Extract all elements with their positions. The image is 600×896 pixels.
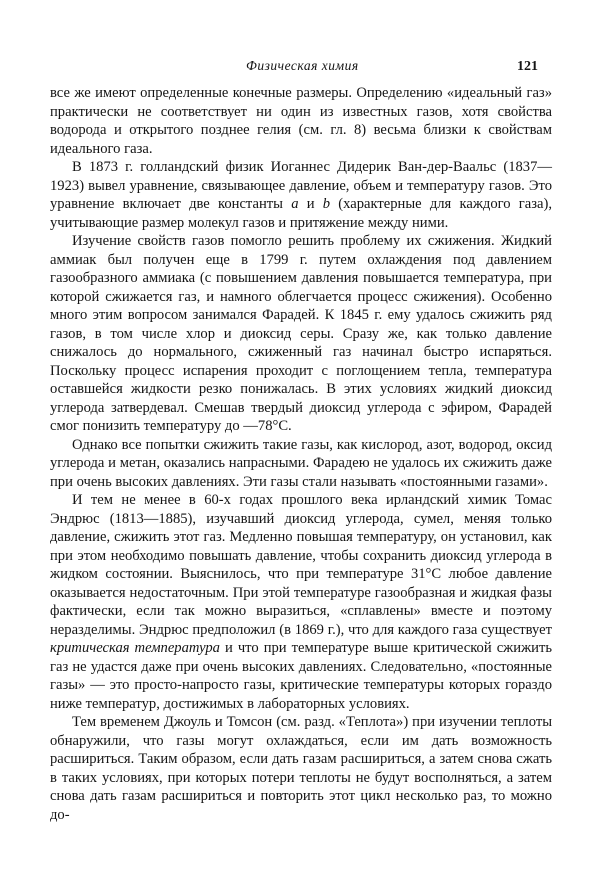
- constant-a: a: [291, 196, 299, 212]
- book-page: [50, 58, 552, 824]
- paragraph-1: все же имеют определенные конечные размеры. Определению «идеальный газ» практически не соответствует ни один из известных газов, хотя свойства водорода и открытого позднее гелия (см. гл. 8) весьма близки к свойствам идеального газа.: [50, 85, 552, 157]
- running-title: Физическая химия: [246, 58, 359, 73]
- paragraph-6: Тем временем Джоуль и Томсон (см. разд. «Теплота») при изучении теплоты обнаружили, что газы могут охлаждаться, если им дать возможность расшириться. Таким образом, если дать газам расшириться, а затем снова сжать в таких условиях, при которых потери теплоты не будут восполняться, а затем снова дать газам расшириться и повторить этот цикл несколько раз, то можно до-: [50, 714, 552, 823]
- paragraph-5: [50, 491, 552, 713]
- constant-b: b: [322, 196, 331, 212]
- page-number: 121: [517, 59, 538, 74]
- page-header: [50, 58, 552, 84]
- paragraph-5-text-before: И тем не менее в 60-х годах прошлого века ирландский химик Томас Эндрюс (1813—1885), изучавший диоксид углерода, сумел, меняя только давление, сжижить этот газ. Медленно повышая температуру, он установил, как при этом необходимо повышать давление, чтобы сохранить диоксид углерода в жидком состоянии. Выяснилось, что при температуре 31°С любое давление оказывается недостаточным. При этой температуре газообразная и жидкая фазы фактически, если так можно выразиться, «сплавлены» вместе и поэтому неразделимы. Эндрюс предположил (в 1869 г.), что для каждого газа существует: [50, 492, 552, 638]
- paragraph-5-text-after: и что при температуре выше критической сжижить газ не удастся даже при очень высоких давлениях. Следовательно, «постоянные газы» — это просто-напросто газы, критические температуры которых гораздо ниже температур, достижимых в лабораторных условиях.: [50, 640, 552, 712]
- body-text: [50, 84, 552, 824]
- paragraph-5-emphasis: критическая температура: [50, 640, 220, 656]
- paragraph-3: Изучение свойств газов помогло решить проблему их сжижения. Жидкий аммиак был получен еще в 1799 г. путем охлаждения под давлением газообразного аммиака (с повышением давления повышается температура, при которой сжижается газ, и намного облегчается процесс сжижения). Особенно много этим вопросом занимался Фарадей. К 1845 г. ему удалось сжижить ряд газов, в том числе хлор и диоксид серы. Сразу же, как только давление снижалось до нормального, сжиженный газ начинал быстро испаряться. Поскольку процесс испарения проходит с поглощением тепла, температура оставшейся жидкости резко понижалась. В этих условиях жидкий диоксид углерода затвердевал. Смешав твердый диоксид углерода с эфиром, Фарадей смог понизить температуру до —78°С.: [50, 233, 552, 434]
- paragraph-2: [50, 158, 552, 232]
- paragraph-2-text: В 1873 г. голландский физик Иоганнес Дидерик Ван-дер-Ваальс (1837—1923) вывел уравнение, связывающее давление, объем и температуру газов. Это уравнение включает две константы a и b (характерные для каждого газа), учитывающие размер молекул газов и притяжение между ними.: [50, 159, 552, 231]
- paragraph-4: Однако все попытки сжижить такие газы, как кислород, азот, водород, оксид углерода и метан, оказались напрасными. Фарадею не удалось их сжижить даже при очень высоких давлениях. Эти газы стали называть «постоянными газами».: [50, 436, 552, 490]
